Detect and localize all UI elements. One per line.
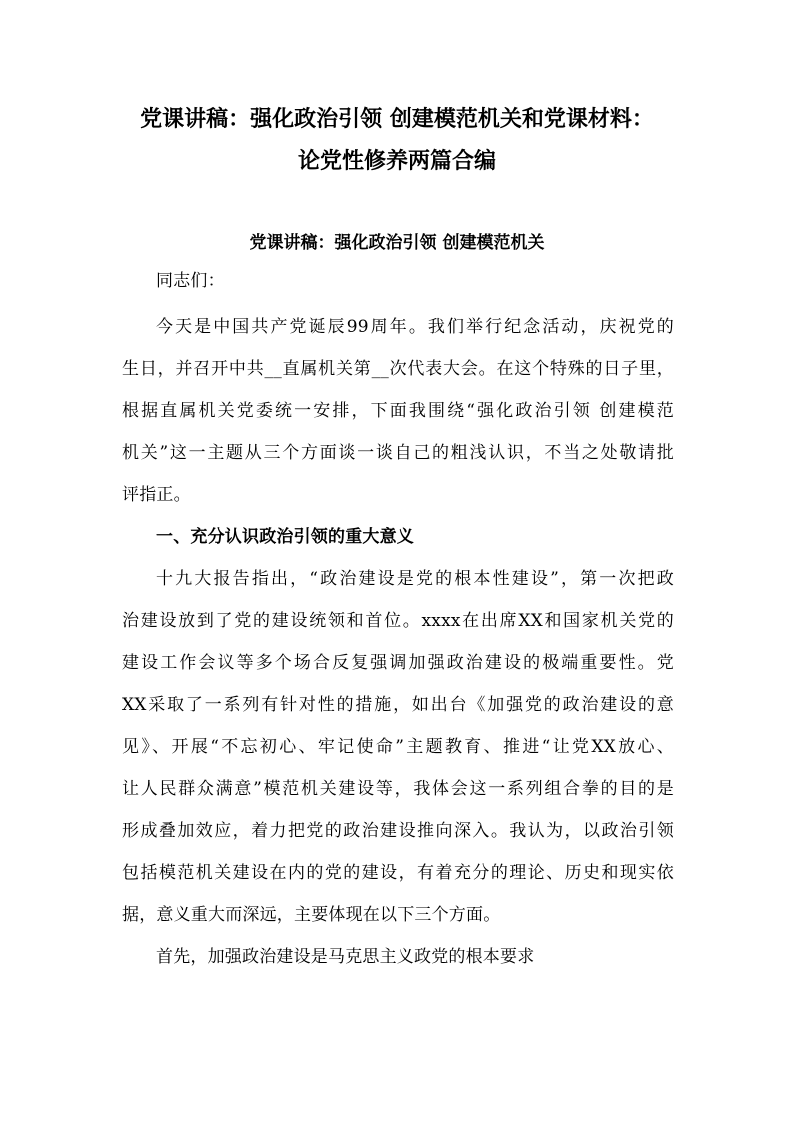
paragraph-1-line: 今天是中国共产党诞辰99周年。我们举行纪念活动，庆祝党的 <box>156 317 674 337</box>
paragraph-2-line: 包括模范机关建设在内的党的建设，有着充分的理论、历史和现实依 <box>122 863 674 883</box>
paragraph-2-line: 据，意义重大而深远，主要体现在以下三个方面。 <box>122 905 501 925</box>
paragraph-2-line: 见》、开展“不忘初心、牢记使命”主题教育、推进“让党XX放心、 <box>122 737 674 757</box>
paragraph-1-line: 生日，并召开中共__直属机关第__次代表大会。在这个特殊的日子里， <box>122 359 674 379</box>
paragraph-1-line: 根据直属机关党委统一安排，下面我围绕“强化政治引领 创建模范 <box>122 401 674 421</box>
paragraph-2-line: XX采取了一系列有针对性的措施，如出台《加强党的政治建设的意 <box>122 695 674 715</box>
section-1-heading: 一、充分认识政治引领的重大意义 <box>156 527 414 547</box>
paragraph-1-line: 机关”这一主题从三个方面谈一谈自己的粗浅认识，不当之处敬请批 <box>122 443 674 463</box>
paragraph-2-line: 让人民群众满意”模范机关建设等，我体会这一系列组合拳的目的是 <box>122 779 674 799</box>
greeting: 同志们： <box>156 271 225 291</box>
section-subtitle: 党课讲稿：强化政治引领 创建模范机关 <box>249 233 545 253</box>
paragraph-2-line: 治建设放到了党的建设统领和首位。xxxx在出席XX和国家机关党的 <box>122 611 674 631</box>
paragraph-2-line: 建设工作会议等多个场合反复强调加强政治建设的极端重要性。党 <box>122 653 674 673</box>
document-title-line-2: 论党性修养两篇合编 <box>297 148 496 174</box>
paragraph-2-line: 十九大报告指出，“政治建设是党的根本性建设”，第一次把政 <box>156 569 674 589</box>
paragraph-2-line: 形成叠加效应，着力把党的政治建设推向深入。我认为，以政治引领 <box>122 821 674 841</box>
document-title-line-1: 党课讲稿：强化政治引领 创建模范机关和党课材料： <box>140 106 654 132</box>
paragraph-1-line: 评指正。 <box>122 485 191 505</box>
paragraph-3-line: 首先，加强政治建设是马克思主义政党的根本要求 <box>156 947 535 967</box>
